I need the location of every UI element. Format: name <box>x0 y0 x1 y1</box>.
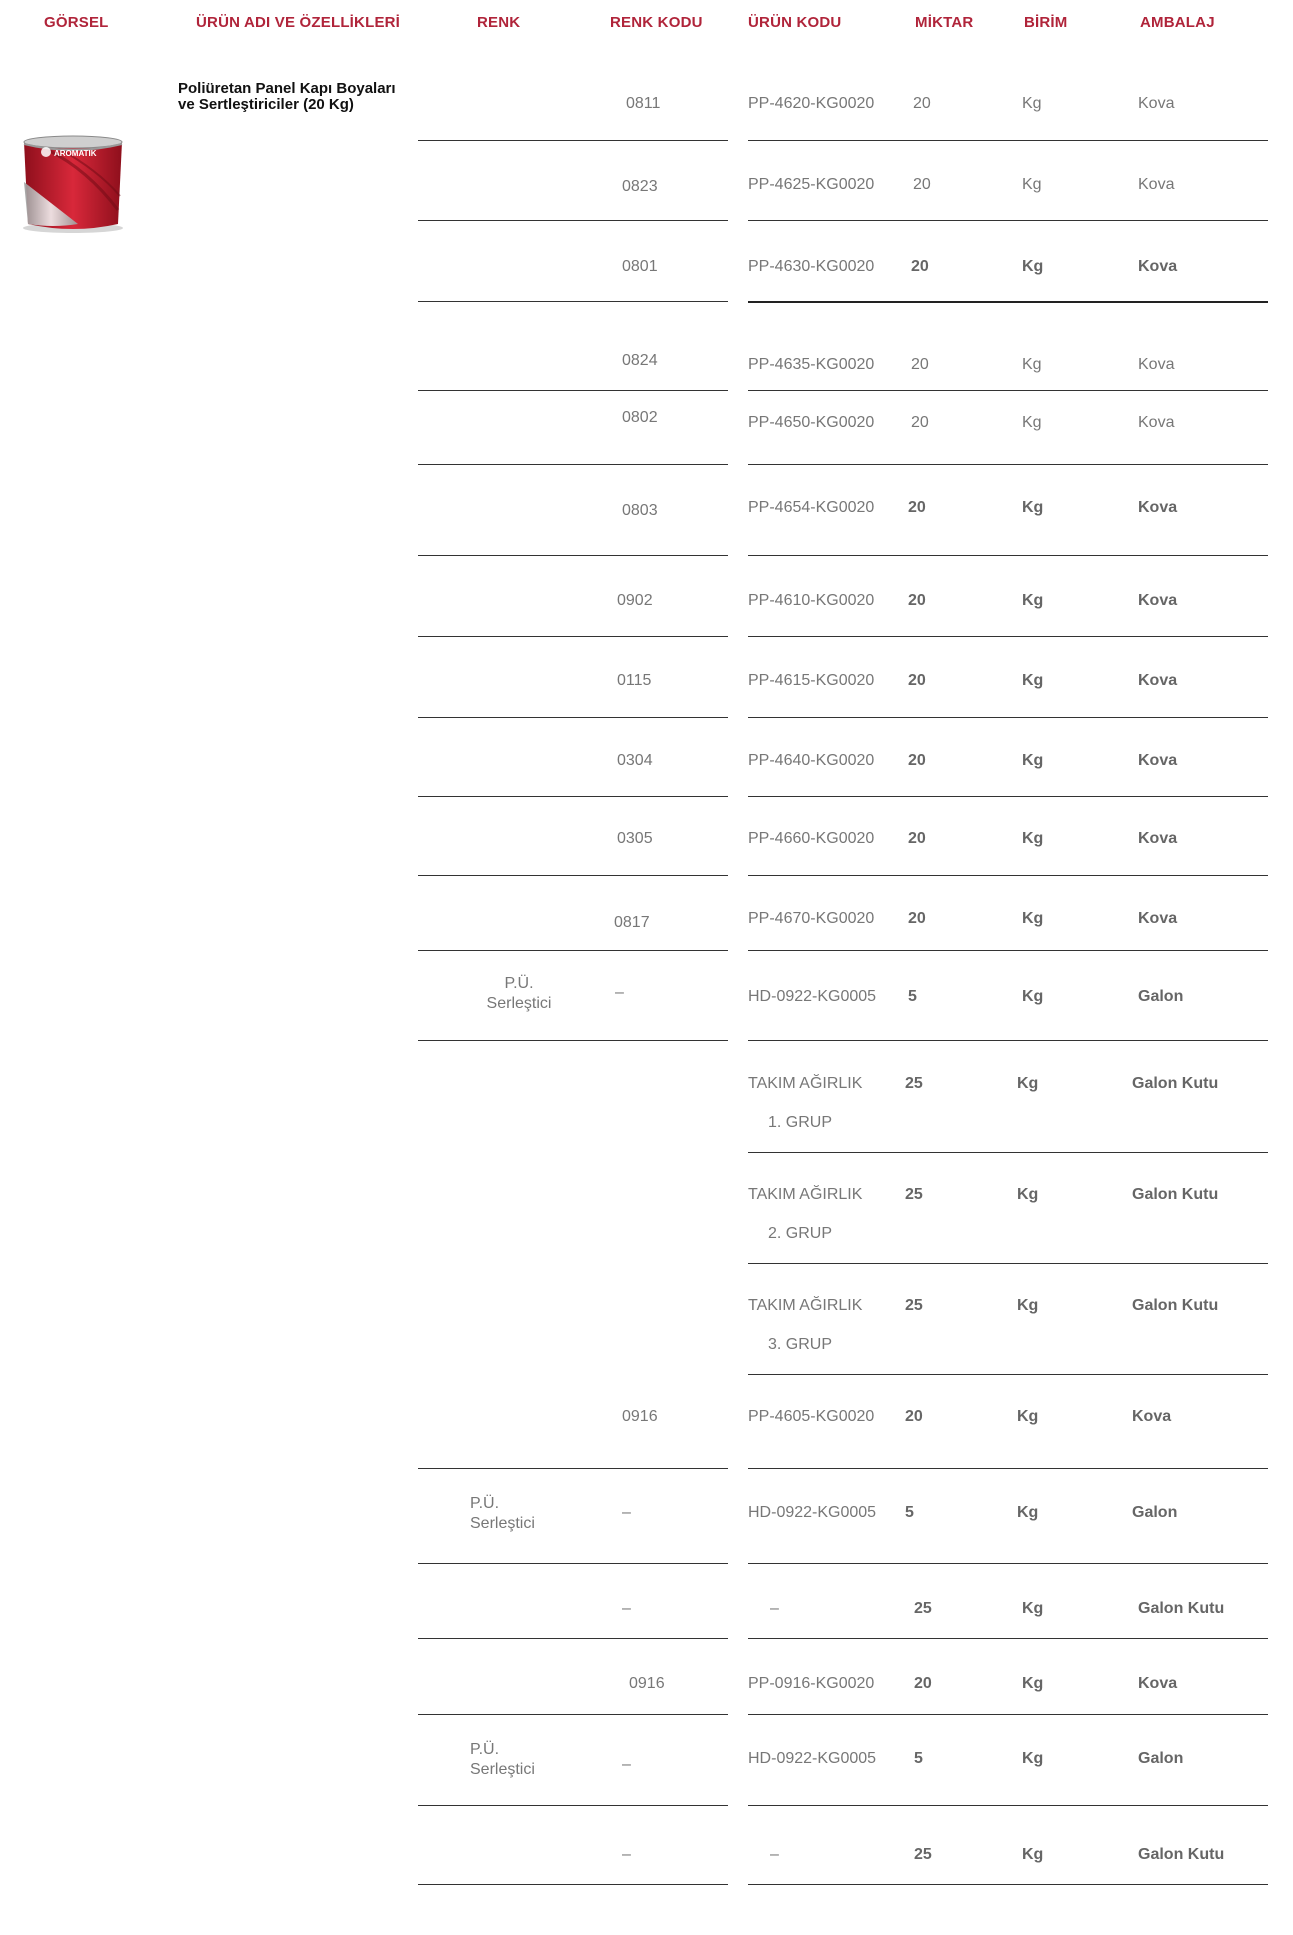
package-cell: Kova <box>1138 258 1178 275</box>
row-divider <box>748 1152 1268 1153</box>
header-unit: BİRİM <box>1024 14 1068 31</box>
row-divider <box>418 1563 728 1564</box>
row-divider <box>748 1563 1268 1564</box>
quantity-cell: 20 <box>913 95 931 112</box>
package-cell: Galon <box>1138 1750 1184 1767</box>
package-cell: Kova <box>1138 592 1178 609</box>
row-divider <box>418 220 728 221</box>
unit-cell: Kg <box>1022 1675 1044 1692</box>
product-code-cell: TAKIM AĞIRLIK <box>748 1075 863 1092</box>
header-color-code: RENK KODU <box>610 14 703 31</box>
package-cell: Galon Kutu <box>1132 1186 1219 1203</box>
color-code-cell: 0803 <box>622 502 658 519</box>
row-divider <box>748 220 1268 221</box>
product-code-cell: PP-4650-KG0020 <box>748 414 875 431</box>
row-divider <box>418 1714 728 1715</box>
color-code-cell: – <box>622 1846 631 1863</box>
row-divider <box>748 390 1268 391</box>
row-divider <box>748 301 1268 303</box>
color-code-cell: – <box>622 1504 631 1521</box>
product-code-cell: HD-0922-KG0005 <box>748 1504 877 1521</box>
package-cell: Galon Kutu <box>1138 1600 1225 1617</box>
row-divider <box>418 636 728 637</box>
row-divider <box>748 636 1268 637</box>
package-cell: Kova <box>1138 356 1175 373</box>
unit-cell: Kg <box>1022 95 1042 112</box>
header-color: RENK <box>477 14 521 31</box>
row-divider <box>748 1714 1268 1715</box>
row-divider <box>418 875 728 876</box>
product-code-cell: TAKIM AĞIRLIK <box>748 1297 863 1314</box>
row-divider <box>748 1040 1268 1041</box>
quantity-cell: 25 <box>905 1075 923 1092</box>
unit-cell: Kg <box>1022 592 1044 609</box>
color-code-cell: 0823 <box>622 178 658 195</box>
color-code-cell: 0305 <box>617 830 653 847</box>
color-code-cell: 0304 <box>617 752 653 769</box>
color-code-cell: 0802 <box>622 409 658 426</box>
row-divider <box>418 464 728 465</box>
product-code-cell: PP-4640-KG0020 <box>748 752 875 769</box>
quantity-cell: 5 <box>908 988 917 1005</box>
color-code-cell: 0902 <box>617 592 653 609</box>
unit-cell: Kg <box>1022 1750 1044 1767</box>
color-cell: P.Ü. Serleştici <box>470 1495 535 1532</box>
package-cell: Kova <box>1138 1675 1178 1692</box>
row-divider <box>748 717 1268 718</box>
package-cell: Kova <box>1138 830 1178 847</box>
unit-cell: Kg <box>1022 356 1042 373</box>
row-divider <box>748 1263 1268 1264</box>
color-cell: P.Ü. Serleştici <box>470 1741 535 1778</box>
unit-cell: Kg <box>1017 1186 1039 1203</box>
product-code-cell: PP-4635-KG0020 <box>748 356 875 373</box>
product-title: Poliüretan Panel Kapı Boyaları ve Sertleştiriciler (20 Kg) <box>178 80 396 113</box>
color-code-cell: – <box>615 984 624 1001</box>
color-code-cell: 0817 <box>614 914 650 931</box>
package-cell: Kova <box>1138 672 1178 689</box>
quantity-cell: 20 <box>911 414 929 431</box>
package-cell: Galon Kutu <box>1132 1075 1219 1092</box>
row-divider <box>748 1884 1268 1885</box>
unit-cell: Kg <box>1022 672 1044 689</box>
quantity-cell: 25 <box>905 1297 923 1314</box>
quantity-cell: 5 <box>905 1504 914 1521</box>
unit-cell: Kg <box>1022 910 1044 927</box>
product-code-cell: PP-4605-KG0020 <box>748 1408 875 1425</box>
product-code-cell: TAKIM AĞIRLIK <box>748 1186 863 1203</box>
package-cell: Galon <box>1138 988 1184 1005</box>
row-divider <box>418 1805 728 1806</box>
color-code-cell: 0916 <box>629 1675 665 1692</box>
quantity-cell: 20 <box>908 910 926 927</box>
package-cell: Kova <box>1138 752 1178 769</box>
unit-cell: Kg <box>1022 1846 1044 1863</box>
color-code-cell: 0824 <box>622 352 658 369</box>
header-name: ÜRÜN ADI VE ÖZELLİKLERİ <box>196 14 401 31</box>
header-package: AMBALAJ <box>1140 14 1215 31</box>
row-divider <box>748 1468 1268 1469</box>
unit-cell: Kg <box>1022 414 1042 431</box>
row-divider <box>748 140 1268 141</box>
row-divider <box>748 950 1268 951</box>
row-divider <box>748 875 1268 876</box>
quantity-cell: 20 <box>908 672 926 689</box>
unit-cell: Kg <box>1022 988 1044 1005</box>
color-code-cell: 0115 <box>617 672 652 689</box>
unit-cell: Kg <box>1022 830 1044 847</box>
row-divider <box>418 950 728 951</box>
unit-cell: Kg <box>1022 176 1042 193</box>
product-code-cell: PP-4630-KG0020 <box>748 258 875 275</box>
product-code-cell: HD-0922-KG0005 <box>748 1750 877 1767</box>
row-divider <box>748 796 1268 797</box>
quantity-cell: 25 <box>914 1846 932 1863</box>
quantity-cell: 25 <box>914 1600 932 1617</box>
row-divider <box>418 555 728 556</box>
unit-cell: Kg <box>1022 1600 1044 1617</box>
quantity-cell: 20 <box>911 356 929 373</box>
quantity-cell: 20 <box>908 752 926 769</box>
product-code-cell: PP-4670-KG0020 <box>748 910 875 927</box>
quantity-cell: 25 <box>905 1186 923 1203</box>
color-code-cell: 0811 <box>626 95 661 112</box>
product-code-cell: PP-4620-KG0020 <box>748 95 875 112</box>
color-code-cell: – <box>622 1600 631 1617</box>
package-cell: Kova <box>1138 95 1175 112</box>
product-code-cell: PP-4660-KG0020 <box>748 830 875 847</box>
product-code-sub-cell: 1. GRUP <box>768 1114 833 1131</box>
row-divider <box>418 1040 728 1041</box>
package-cell: Kova <box>1132 1408 1172 1425</box>
color-code-cell: 0801 <box>622 258 658 275</box>
product-code-cell: – <box>770 1846 779 1863</box>
unit-cell: Kg <box>1022 752 1044 769</box>
package-cell: Kova <box>1138 176 1175 193</box>
product-code-cell: PP-4654-KG0020 <box>748 499 875 516</box>
quantity-cell: 20 <box>913 176 931 193</box>
row-divider <box>748 464 1268 465</box>
quantity-cell: 20 <box>908 592 926 609</box>
row-divider <box>418 301 728 302</box>
row-divider <box>748 1374 1268 1375</box>
unit-cell: Kg <box>1022 499 1044 516</box>
header-image: GÖRSEL <box>44 14 109 31</box>
quantity-cell: 5 <box>914 1750 923 1767</box>
row-divider <box>418 390 728 391</box>
row-divider <box>418 796 728 797</box>
product-code-cell: – <box>770 1600 779 1617</box>
row-divider <box>418 1884 728 1885</box>
quantity-cell: 20 <box>908 830 926 847</box>
row-divider <box>418 717 728 718</box>
header-quantity: MİKTAR <box>915 14 974 31</box>
package-cell: Galon Kutu <box>1138 1846 1225 1863</box>
row-divider <box>418 1468 728 1469</box>
row-divider <box>748 1805 1268 1806</box>
unit-cell: Kg <box>1017 1075 1039 1092</box>
package-cell: Kova <box>1138 499 1178 516</box>
package-cell: Galon <box>1132 1504 1178 1521</box>
product-code-cell: PP-4625-KG0020 <box>748 176 875 193</box>
quantity-cell: 20 <box>905 1408 923 1425</box>
product-code-cell: PP-4610-KG0020 <box>748 592 875 609</box>
color-code-cell: – <box>622 1756 631 1773</box>
product-code-sub-cell: 2. GRUP <box>768 1225 833 1242</box>
unit-cell: Kg <box>1022 258 1044 275</box>
package-cell: Galon Kutu <box>1132 1297 1219 1314</box>
row-divider <box>748 1638 1268 1639</box>
package-cell: Kova <box>1138 414 1175 431</box>
unit-cell: Kg <box>1017 1297 1039 1314</box>
product-code-cell: HD-0922-KG0005 <box>748 988 877 1005</box>
product-code-cell: PP-4615-KG0020 <box>748 672 875 689</box>
product-code-sub-cell: 3. GRUP <box>768 1336 833 1353</box>
product-code-cell: PP-0916-KG0020 <box>748 1675 875 1692</box>
row-divider <box>418 1638 728 1639</box>
quantity-cell: 20 <box>908 499 926 516</box>
brand-logo-text: AROMATIK <box>54 149 97 158</box>
row-divider <box>748 555 1268 556</box>
row-divider <box>418 140 728 141</box>
package-cell: Kova <box>1138 910 1178 927</box>
color-cell: P.Ü. Serleştici <box>486 975 552 1012</box>
quantity-cell: 20 <box>911 258 929 275</box>
unit-cell: Kg <box>1017 1408 1039 1425</box>
header-product-code: ÜRÜN KODU <box>748 14 842 31</box>
unit-cell: Kg <box>1017 1504 1039 1521</box>
color-code-cell: 0916 <box>622 1408 658 1425</box>
quantity-cell: 20 <box>914 1675 932 1692</box>
